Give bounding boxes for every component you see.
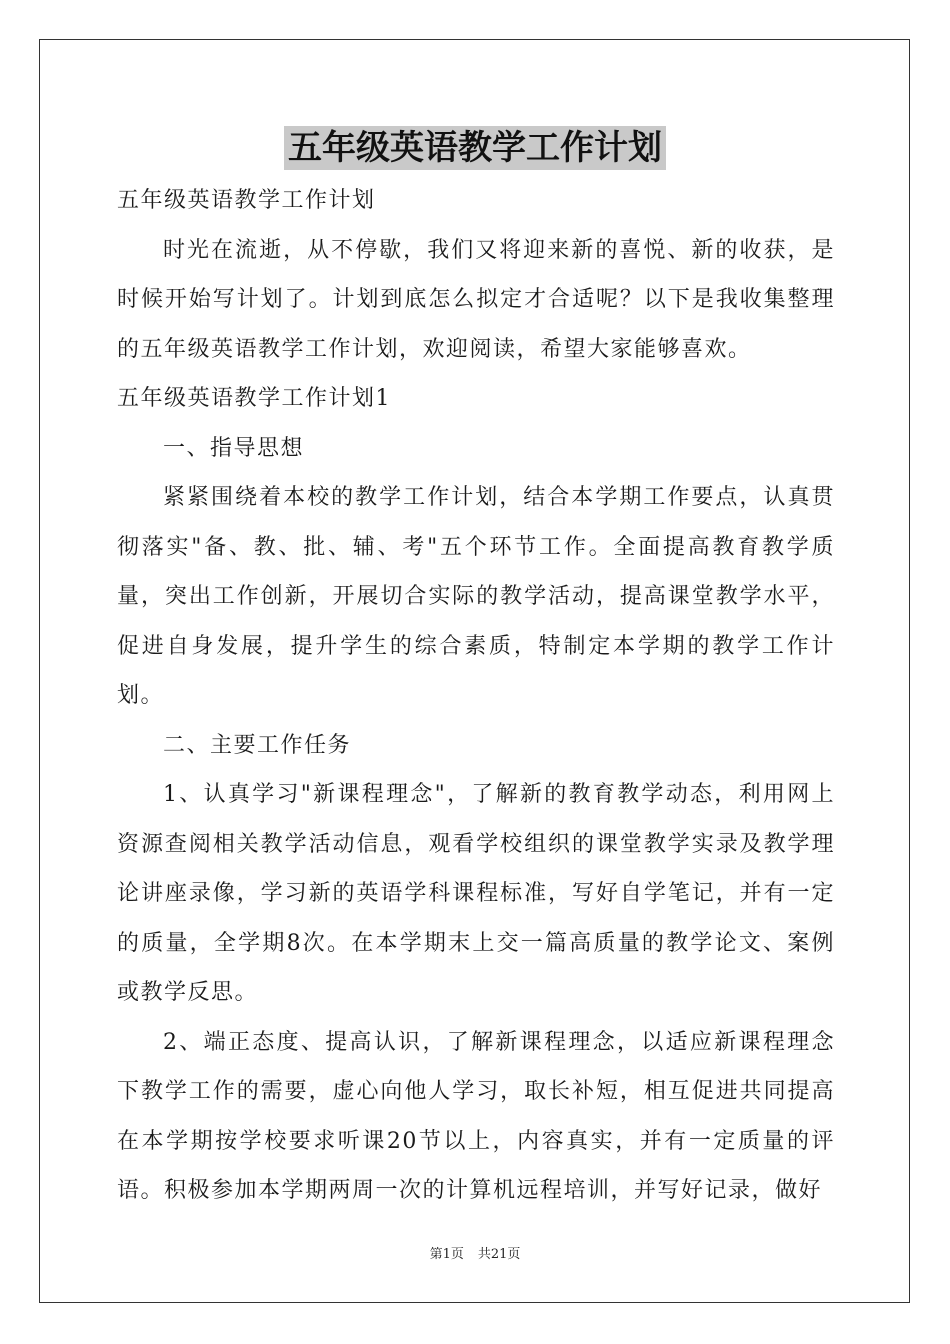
paragraph: 五年级英语教学工作计划1 bbox=[117, 386, 391, 411]
paragraph: 1、认真学习"新课程理念"，了解新的教育教学动态，利用网上资源查阅相关教学活动信息，观看学校组织的课堂教学实录及教学理论讲座录像，学习新的英语学科课程标准，写好自学笔记，并有一定的质量，全学期8次。在本学期末上交一篇高质量的教学论文、案例或教学反思。 bbox=[117, 782, 835, 1005]
paragraph: 二、主要工作任务 bbox=[163, 732, 352, 758]
document-title: 五年级英语教学工作计划 bbox=[284, 126, 666, 170]
paragraph: 2、端正态度、提高认识，了解新课程理念，以适应新课程理念下教学工作的需要，虚心向他人学习，取长补短，相互促进共同提高在本学期按学校要求听课20节以上，内容真实，并有一定质量的评语。积极参加本学期两周一次的计算机远程培训，并写好记录，做好 bbox=[117, 1029, 835, 1203]
page-footer bbox=[0, 1246, 950, 1264]
paragraph: 时光在流逝，从不停歇，我们又将迎来新的喜悦、新的收获，是时候开始写计划了。计划到底怎么拟定才合适呢？以下是我收集整理的五年级英语教学工作计划，欢迎阅读，希望大家能够喜欢。 bbox=[117, 237, 835, 362]
page-number: 第1页 bbox=[429, 1247, 464, 1262]
paragraph: 紧紧围绕着本校的教学工作计划，结合本学期工作要点，认真贯彻落实"备、教、批、辅、考"五个环节工作。全面提高教育教学质量，突出工作创新，开展切合实际的教学活动，提高课堂教学水平，促进自身发展，提升学生的综合素质，特制定本学期的教学工作计划。 bbox=[117, 485, 835, 708]
document-body bbox=[117, 176, 835, 1216]
paragraph: 一、指导思想 bbox=[163, 435, 305, 461]
paragraph: 五年级英语教学工作计划 bbox=[117, 188, 376, 213]
page-total: 共21页 bbox=[477, 1247, 521, 1262]
title-container bbox=[0, 126, 950, 170]
